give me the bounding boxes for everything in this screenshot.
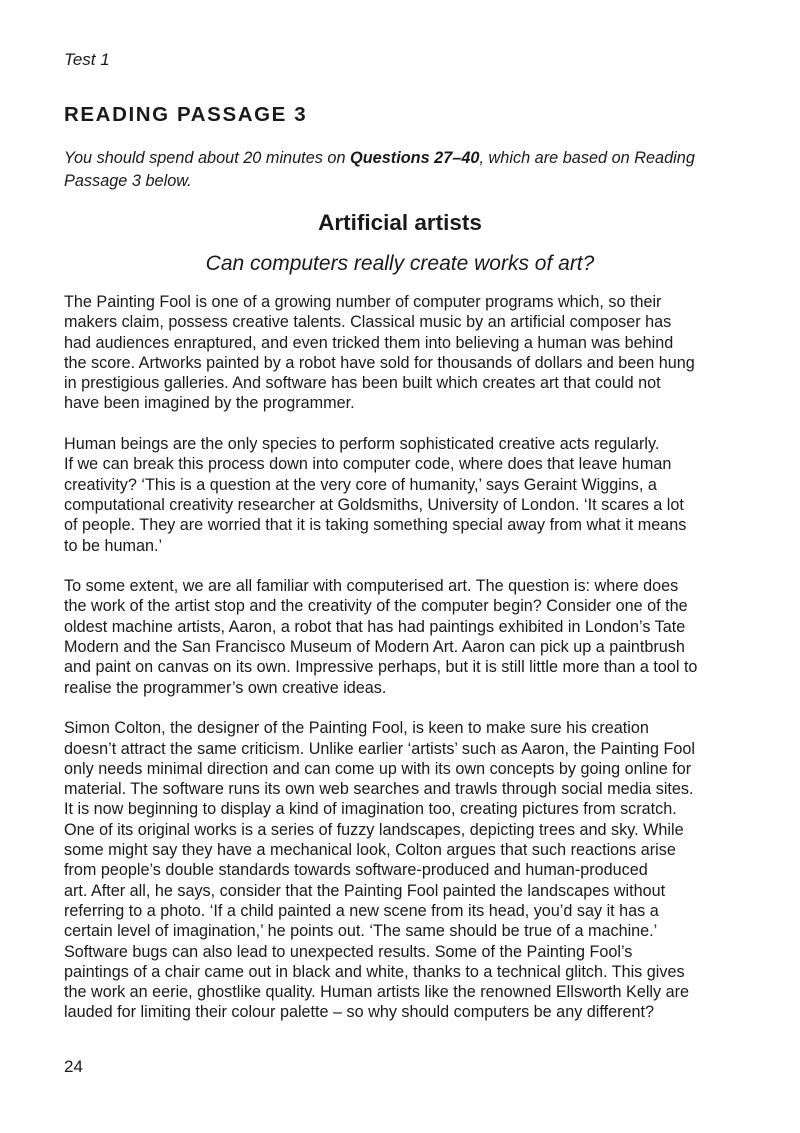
text-line: had audiences enraptured, and even tricked them into believing a human was behind <box>64 333 674 352</box>
text-line: paintings of a chair came out in black and white, thanks to a technical glitch. This gives <box>64 962 685 981</box>
text-line: One of its original works is a series of fuzzy landscapes, depicting trees and sky. While <box>64 820 684 839</box>
text-line: in prestigious galleries. And software has been built which creates art that could not <box>64 374 661 393</box>
text-line: doesn’t attract the same criticism. Unlike earlier ‘artists’ such as Aaron, the Painting Fool <box>64 739 695 758</box>
instructions-text: , which are based on Reading <box>479 149 695 167</box>
text-line: the work an eerie, ghostlike quality. Human artists like the renowned Ellsworth Kelly are <box>64 983 690 1002</box>
question-range: Questions 27–40 <box>350 149 480 167</box>
text-line: from people’s double standards towards software-produced and human-produced <box>64 861 648 880</box>
text-line: lauded for limiting their colour palette – so why should computers be any different? <box>64 1003 654 1022</box>
text-line: the work of the artist stop and the creativity of the computer begin? Consider one of the <box>64 597 688 616</box>
text-line: The Painting Fool is one of a growing number of computer programs which, so their <box>64 293 662 311</box>
text-line: only needs minimal direction and can come up with its own concepts by going online for <box>64 759 692 778</box>
instructions-line-1 <box>64 147 754 170</box>
instructions-text: You should spend about 20 minutes on <box>64 149 351 167</box>
instructions <box>64 147 754 193</box>
text-line: some might say they have a mechanical look, Colton argues that such reactions arise <box>64 841 676 860</box>
text-line: realise the programmer’s own creative ideas. <box>64 678 387 697</box>
text-line: Human beings are the only species to perform sophisticated creative acts regularly. <box>64 435 660 454</box>
text-line: the score. Artworks painted by a robot have sold for thousands of dollars and been hung <box>64 353 695 372</box>
text-line: computational creativity researcher at Goldsmiths, University of London. ‘It scares a lot <box>64 495 684 514</box>
text-line: art. After all, he says, consider that the Painting Fool painted the landscapes without <box>64 881 666 900</box>
text-line: certain level of imagination,’ he points out. ‘The same should be true of a machine.’ <box>64 922 658 941</box>
text-line: to be human.’ <box>64 536 163 555</box>
text-line: material. The software runs its own web searches and trawls through social media sites. <box>64 780 694 799</box>
paragraph <box>64 434 754 556</box>
text-line: makers claim, possess creative talents. Classical music by an artificial composer has <box>64 313 672 332</box>
paragraph <box>64 718 754 1022</box>
text-line: have been imagined by the programmer. <box>64 394 355 413</box>
text-line: of people. They are worried that it is taking something special away from what it means <box>64 516 687 535</box>
text-line: It is now beginning to display a kind of imagination too, creating pictures from scratch. <box>64 800 677 819</box>
text-line: referring to a photo. ‘If a child painted a new scene from its head, you’d say it has a <box>64 901 659 920</box>
text-line: creativity? ‘This is a question at the very core of humanity,’ says Geraint Wiggins, a <box>64 475 657 494</box>
text-line: Simon Colton, the designer of the Painting Fool, is keen to make sure his creation <box>64 719 649 738</box>
text-line: Modern and the San Francisco Museum of Modern Art. Aaron can pick up a paintbrush <box>64 638 685 657</box>
text-line: To some extent, we are all familiar with computerised art. The question is: where does <box>64 577 679 596</box>
running-head: Test 1 <box>64 50 110 69</box>
text-line: Software bugs can also lead to unexpected results. Some of the Painting Fool’s <box>64 942 633 961</box>
text-line: oldest machine artists, Aaron, a robot that has had paintings exhibited in London’s Tate <box>64 617 686 636</box>
page-number: 24 <box>64 1057 83 1076</box>
text-line: and paint on canvas on its own. Impressive perhaps, but it is still little more than a tool to <box>64 658 698 677</box>
article-subtitle: Can computers really create works of art? <box>205 252 595 275</box>
paragraph <box>64 292 754 414</box>
text-line: If we can break this process down into computer code, where does that leave human <box>64 455 672 474</box>
passage-body <box>64 292 754 1043</box>
paragraph <box>64 576 754 698</box>
article-title: Artificial artists <box>318 210 482 235</box>
instructions-line-2: Passage 3 below. <box>64 172 192 190</box>
section-title: READING PASSAGE 3 <box>64 103 308 126</box>
